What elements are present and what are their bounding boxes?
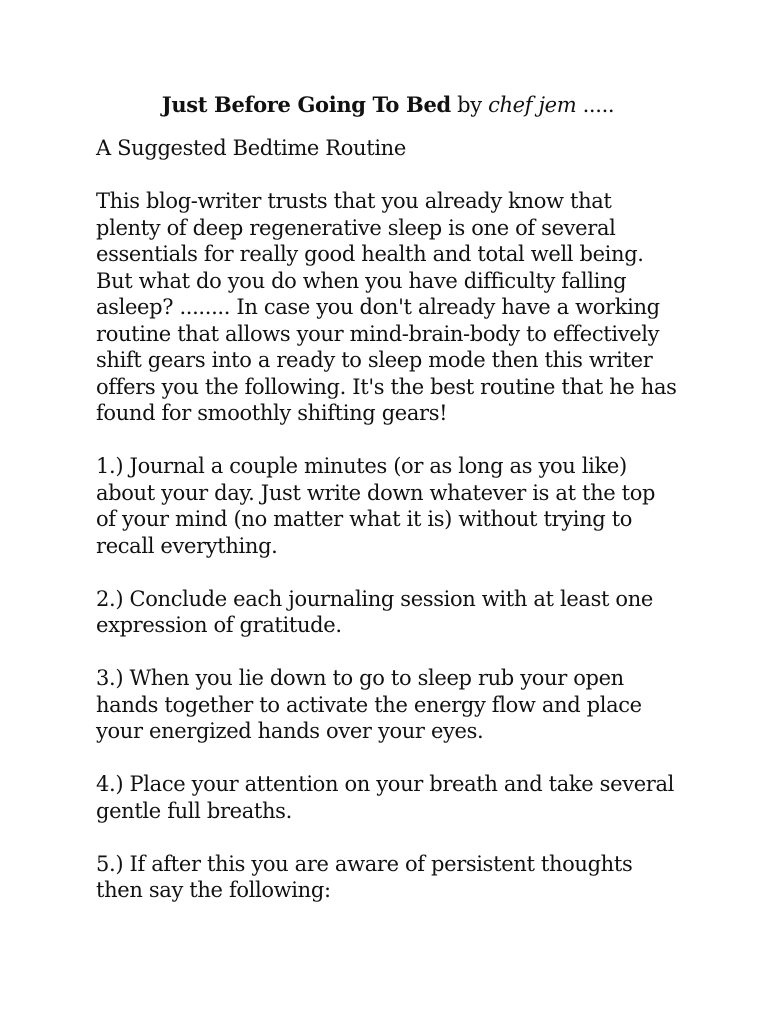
title-line — [96, 92, 680, 119]
step-5-paragraph: 5.) If after this you are aware of persistent thoughts then say the following: — [96, 851, 633, 902]
intro-paragraph: This blog-writer trusts that you already know that plenty of deep regenerative sleep is one of several essentials for really good health and total well being. But what do you do when you have difficulty falling asleep? ........ In case you don't already have a working routine that allows your mind-brain-body to effectively shift gears into a ready to sleep mode then this writer offers you the following. It's the best routine that he has found for smoothly shifting gears! — [96, 189, 677, 425]
document-title: Just Before Going To Bed — [161, 92, 451, 117]
author-name: chef jem — [488, 93, 577, 117]
step-4-paragraph: 4.) Place your attention on your breath and take several gentle full breaths. — [96, 772, 675, 823]
title-ellipsis: ..... — [576, 93, 615, 117]
byline-by: by — [450, 93, 489, 117]
step-3-paragraph: 3.) When you lie down to go to sleep rub your open hands together to activate the energy flow and place your energized hands over your eyes. — [96, 666, 642, 743]
step-1-paragraph: 1.) Journal a couple minutes (or as long as you like) about your day. Just write down whatever is at the top of your mind (no matter what it is) without trying to recall everything. — [96, 454, 656, 558]
document-page — [96, 92, 680, 930]
step-2-paragraph: 2.) Conclude each journaling session with at least one expression of gratitude. — [96, 586, 653, 637]
document-subtitle: A Suggested Bedtime Routine — [96, 135, 406, 160]
